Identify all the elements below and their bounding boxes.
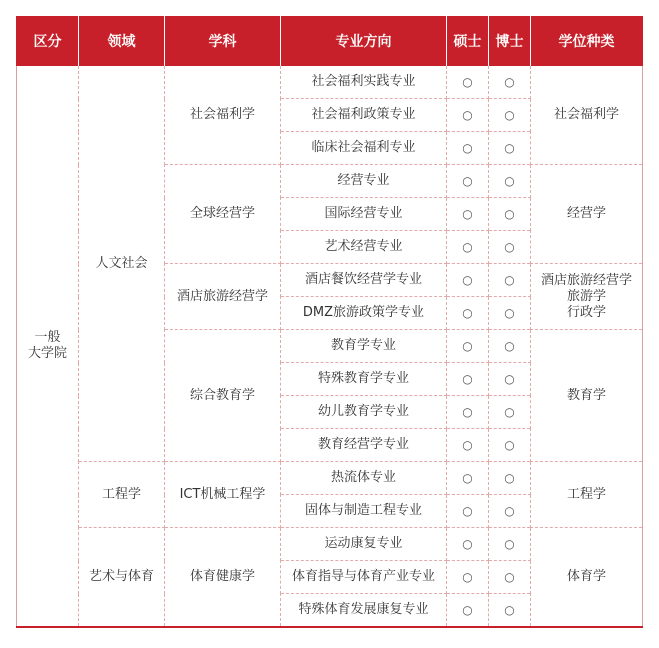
table-row [17,528,643,561]
field-cell: 艺术与体育 [79,528,165,628]
master-mark: ○ [447,132,489,165]
doctor-mark: ○ [489,396,531,429]
degree-cell [531,264,643,330]
master-mark: ○ [447,561,489,594]
degree-cell: 工程学 [531,462,643,528]
field-cell: 工程学 [79,462,165,528]
major-cell: 国际经营专业 [281,198,447,231]
degree-line: 旅游学 [566,288,606,304]
table-header-row [17,16,643,66]
major-cell: DMZ旅游政策学专业 [281,297,447,330]
major-cell: 艺术经营专业 [281,231,447,264]
master-mark: ○ [447,165,489,198]
header-degree-type: 学位种类 [531,16,643,66]
major-cell: 经营专业 [281,165,447,198]
master-mark: ○ [447,429,489,462]
category-cell [17,66,79,627]
master-mark: ○ [447,66,489,99]
doctor-mark: ○ [489,561,531,594]
degree-line: 行政学 [566,304,606,320]
master-mark: ○ [447,594,489,628]
degree-cell: 教育学 [531,330,643,462]
doctor-mark: ○ [489,495,531,528]
master-mark: ○ [447,396,489,429]
master-mark: ○ [447,330,489,363]
doctor-mark: ○ [489,66,531,99]
major-cell: 特殊教育学专业 [281,363,447,396]
doctor-mark: ○ [489,429,531,462]
major-cell: 教育学专业 [281,330,447,363]
master-mark: ○ [447,297,489,330]
major-cell: 临床社会福利专业 [281,132,447,165]
doctor-mark: ○ [489,231,531,264]
master-mark: ○ [447,528,489,561]
major-cell: 特殊体育发展康复专业 [281,594,447,628]
doctor-mark: ○ [489,132,531,165]
major-cell: 社会福利实践专业 [281,66,447,99]
doctor-mark: ○ [489,330,531,363]
header-category: 区分 [17,16,79,66]
discipline-cell: 酒店旅游经营学 [165,264,281,330]
doctor-mark: ○ [489,198,531,231]
master-mark: ○ [447,363,489,396]
doctor-mark: ○ [489,99,531,132]
header-discipline: 学科 [165,16,281,66]
header-major: 专业方向 [281,16,447,66]
table-row [17,462,643,495]
degree-line: 酒店旅游经营学 [540,272,632,288]
major-cell: 固体与制造工程专业 [281,495,447,528]
header-doctor: 博士 [489,16,531,66]
degree-cell: 体育学 [531,528,643,628]
master-mark: ○ [447,99,489,132]
master-mark: ○ [447,462,489,495]
doctor-mark: ○ [489,165,531,198]
field-cell: 人文社会 [79,66,165,462]
major-cell: 体育指导与体育产业专业 [281,561,447,594]
major-cell: 酒店餐饮经营学专业 [281,264,447,297]
major-cell: 幼儿教育学专业 [281,396,447,429]
discipline-cell: 社会福利学 [165,66,281,165]
header-master: 硕士 [447,16,489,66]
discipline-cell: 全球经营学 [165,165,281,264]
doctor-mark: ○ [489,297,531,330]
degree-cell: 社会福利学 [531,66,643,165]
discipline-cell: 综合教育学 [165,330,281,462]
table-row [17,66,643,99]
master-mark: ○ [447,264,489,297]
doctor-mark: ○ [489,528,531,561]
degree-cell: 经营学 [531,165,643,264]
program-table [16,16,643,628]
category-line: 大学院 [27,346,67,361]
discipline-cell: ICT机械工程学 [165,462,281,528]
doctor-mark: ○ [489,264,531,297]
category-line: 一般 [34,330,61,345]
doctor-mark: ○ [489,594,531,628]
major-cell: 热流体专业 [281,462,447,495]
major-cell: 运动康复专业 [281,528,447,561]
master-mark: ○ [447,231,489,264]
program-table-wrapper [16,16,642,628]
master-mark: ○ [447,495,489,528]
master-mark: ○ [447,198,489,231]
doctor-mark: ○ [489,363,531,396]
header-field: 领域 [79,16,165,66]
doctor-mark: ○ [489,462,531,495]
discipline-cell: 体育健康学 [165,528,281,628]
major-cell: 教育经营学专业 [281,429,447,462]
major-cell: 社会福利政策专业 [281,99,447,132]
